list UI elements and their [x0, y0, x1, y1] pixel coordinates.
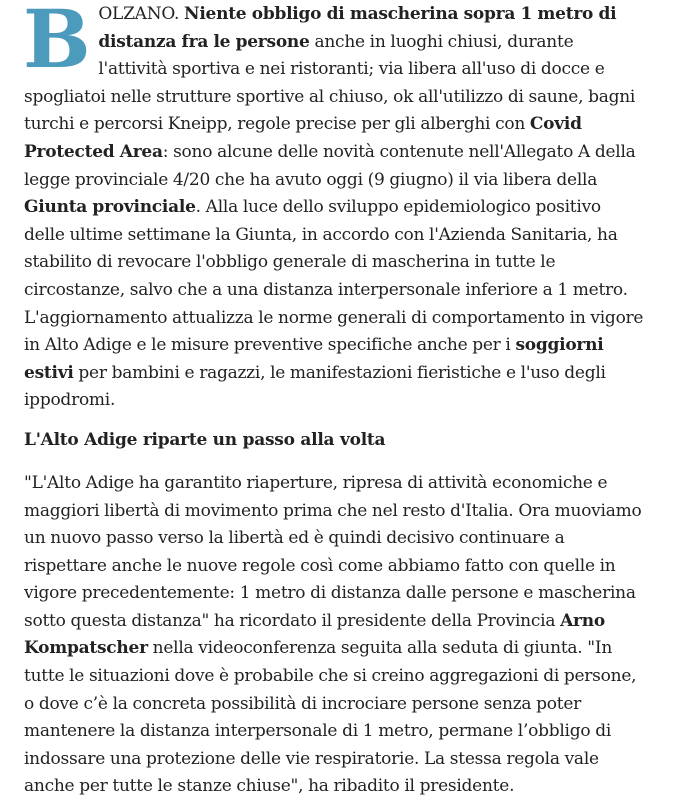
paragraph-text: anche in luoghi chiusi, durante l'attività sportiva e nei ristoranti; via libera all'uso di docce e spogliatoi nelle strutture sportive al chiuso, ok all'utilizzo di saune, bagni turchi e percorsi Kneipp, regole precise per gli alberghi con [24, 31, 636, 135]
article-paragraph-1 [24, 1, 644, 415]
paragraph-text: . Alla luce dello sviluppo epidemiologico positivo delle ultime settimane la Giunta, in accordo con l'Azienda Sanitaria, ha stabilito di revocare l'obbligo generale di mascherina in tutte le circostanze, salvo che a una distanza interpersonale inferiore a 1 metro. L'aggiornamento attualizza le norme generali di comportamento in vigore in Alto Adige e le misure preventive specifiche anche per i [24, 197, 644, 356]
article-subheading: L'Alto Adige riparte un passo alla volta [24, 429, 386, 450]
paragraph-text: per bambini e ragazzi, le manifestazioni fieristiche e l'uso degli ippodromi. [24, 362, 606, 411]
bold-term-soggiorni-estivi: soggiorni estivi [24, 335, 604, 383]
drop-cap: B [23, 0, 91, 86]
bold-name-arno-kompatscher: Arno Kompatscher [24, 610, 605, 659]
paragraph-text: "L'Alto Adige ha garantito riaperture, ripresa di attività economiche e maggiori libertà di movimento prima che nel resto d'Italia. Ora muoviamo un nuovo passo verso la libertà ed è quindi decisivo continuare a rispettare anche le nuove regole così come abbiamo fatto con quelle in vigore precedentemente: 1 metro di distanza dalle persone e mascherina sotto questa distanza" ha ricordato il presidente della Provincia [24, 472, 642, 631]
lead-bold-text: Niente obbligo di mascherina sopra 1 metro di distanza fra le persone [98, 4, 617, 52]
dateline-city: OLZANO. [98, 4, 180, 24]
article-paragraph-2 [24, 470, 644, 801]
bold-term-giunta-provinciale: Giunta provinciale [24, 197, 196, 218]
paragraph-text: nella videoconferenza seguita alla seduta di giunta. "In tutte le situazioni dove è probabile che si creino aggregazioni di persone, o dove c’è la concreta possibilità di incrociare persone senza poter mantenere la distanza interpersonale di 1 metro, permane l’obbligo di indossare una protezione delle vie respiratorie. La stessa regola vale anche per tutte le stanze chiuse", ha ribadito il presidente. [24, 638, 637, 797]
bold-term-covid-protected-area: Covid Protected Area [24, 114, 582, 162]
paragraph-text: : sono alcune delle novità contenute nell'Allegato A della legge provinciale 4/20 che ha avuto oggi (9 giugno) il via libera della [24, 141, 636, 190]
